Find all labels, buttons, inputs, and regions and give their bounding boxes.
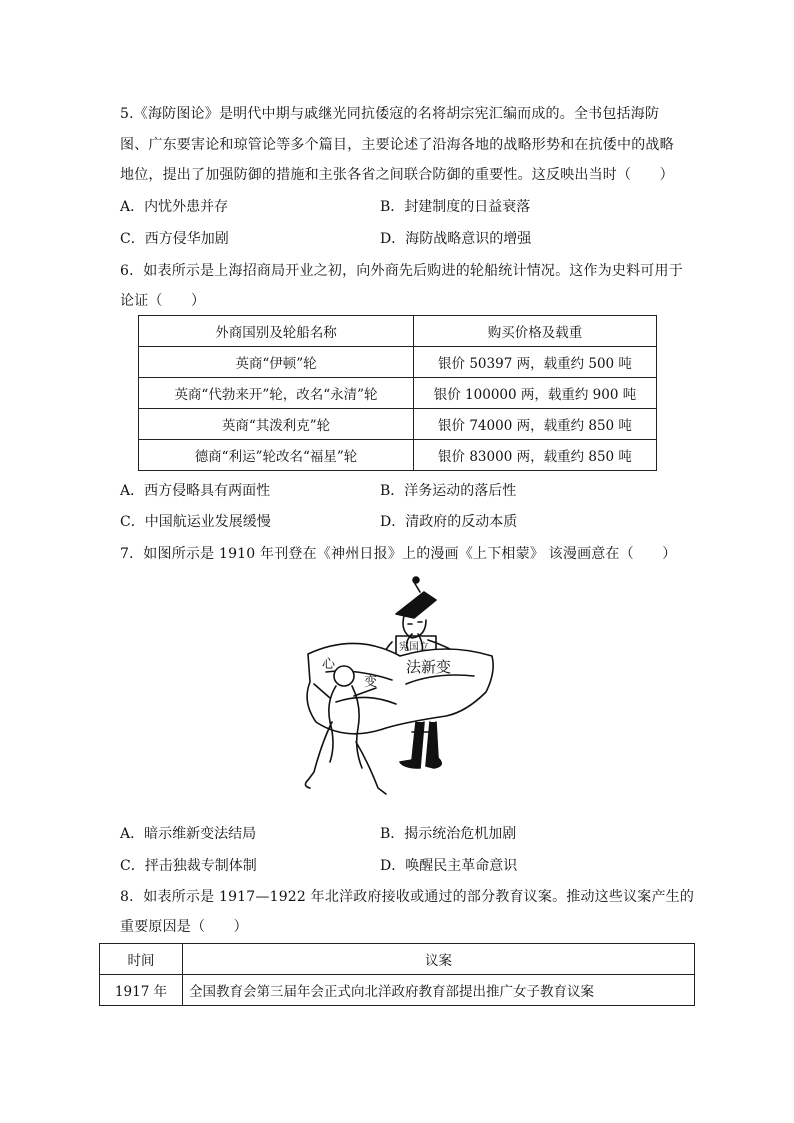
q7-option-d[interactable]: D．唤醒民主革命意识 [380,858,518,874]
table-row [139,409,657,440]
q7-line-1: 7．如图所示是 1910 年刊登在《神州日报》上的漫画《上下相蒙》 该漫画意在（ ） [120,546,677,562]
table-cell: 英商“伊顿”轮 [139,347,414,378]
table-cell: 英商“其泼利克”轮 [139,409,414,440]
q7-option-a[interactable]: A．暗示维新变法结局 [120,826,257,842]
table-header-cell: 时间 [100,944,183,975]
cartoon-label-bian: 变 [364,675,378,690]
q6-option-d[interactable]: D．清政府的反动本质 [380,514,518,530]
q6-option-c[interactable]: C．中国航运业发展缓慢 [120,514,271,530]
table-cell: 全国教育会第三届年会正式向北洋政府教育部提出推广女子教育议案 [183,975,695,1006]
table-cell: 银价 74000 两，载重约 850 吨 [414,409,657,440]
table-header-cell: 议案 [183,944,695,975]
q8-line-1: 8．如表所示是 1917—1922 年北洋政府接收或通过的部分教育议案。推动这些议案产生的 [120,889,695,905]
q6-ship-table [138,315,657,471]
cartoon-label-xin: 心 [322,657,336,672]
q5-line-1: 5.《海防图论》是明代中期与戚继光同抗倭寇的名将胡宗宪汇编而成的。全书包括海防 [120,106,660,122]
table-row [139,347,657,378]
q8-line-2: 重要原因是（ ） [120,919,248,935]
cartoon-illustration [296,572,496,812]
table-cell: 德商“利运”轮改名“福星”轮 [139,440,414,471]
q6-option-b[interactable]: B．洋务运动的落后性 [380,483,517,499]
q5-option-a[interactable]: A．内忧外患并存 [120,199,229,215]
table-header-cell: 外商国别及轮船名称 [139,316,414,347]
table-header-cell: 购买价格及载重 [414,316,657,347]
q5-option-b[interactable]: B．封建制度的日益衰落 [380,199,531,215]
q5-option-c[interactable]: C．西方侵华加剧 [120,231,229,247]
q6-line-1: 6．如表所示是上海招商局开业之初，向外商先后购进的轮船统计情况。这作为史料可用于 [120,263,683,279]
q5-line-2: 图、广东要害论和琼管论等多个篇目，主要论述了沿海各地的战略形势和在抗倭中的战略 [120,137,674,153]
cartoon-label-fa-xin-bian: 法新变 [406,658,452,676]
table-row [100,975,695,1006]
q8-education-table [99,943,695,1006]
table-cell: 银价 100000 两，载重约 900 吨 [414,378,657,409]
q7-option-b[interactable]: B．揭示统治危机加剧 [380,826,517,842]
table-row [139,378,657,409]
table-header-row [139,316,657,347]
table-cell: 英商“代勃来开”轮，改名“永清”轮 [139,378,414,409]
table-row [139,440,657,471]
q6-option-a[interactable]: A．西方侵略具有两面性 [120,483,271,499]
q5-option-d[interactable]: D．海防战略意识的增强 [380,231,532,247]
table-cell: 银价 83000 两，载重约 850 吨 [414,440,657,471]
q5-line-3: 地位，提出了加强防御的措施和主张各省之间联合防御的重要性。这反映出当时（ ） [120,167,674,183]
cartoon-label-hat-box: 宪国立 [399,642,429,653]
table-cell: 1917 年 [100,975,183,1006]
q6-line-2: 论证（ ） [120,293,206,309]
table-cell: 银价 50397 两，载重约 500 吨 [414,347,657,378]
table-header-row [100,944,695,975]
q7-option-c[interactable]: C．抨击独裁专制体制 [120,858,257,874]
